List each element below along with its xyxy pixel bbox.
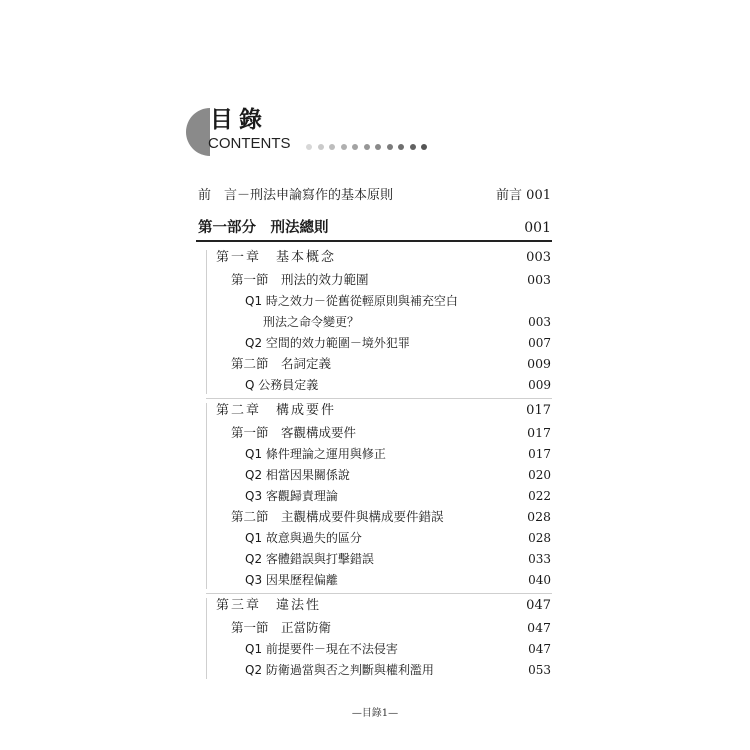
decoration-dot — [410, 144, 416, 150]
toc-question-row-page: 003 — [528, 315, 551, 329]
decoration-dot — [341, 144, 347, 150]
toc-question-row-page: 022 — [528, 489, 551, 503]
toc-chapter-row-page: 017 — [526, 403, 551, 418]
toc-question-row[interactable] — [0, 444, 750, 464]
toc-section-row[interactable] — [0, 618, 750, 638]
toc-question-row-label: Q 公務員定義 — [245, 378, 319, 392]
toc-section-row-label: 第一節 刑法的效力範圍 — [231, 272, 369, 287]
toc-question-row[interactable] — [0, 465, 750, 485]
toc-question-row-label: Q3 客觀歸責理論 — [245, 489, 338, 503]
toc-section-row-page: 047 — [527, 620, 551, 635]
toc-question-row-label: 刑法之命令變更？ — [263, 315, 360, 329]
decoration-dot — [364, 144, 370, 150]
toc-question-row-page: 047 — [528, 642, 551, 656]
decoration-dot — [318, 144, 324, 150]
toc-question-row-page: 028 — [528, 531, 551, 545]
toc-header — [186, 108, 486, 168]
page-title: 目錄 — [210, 107, 268, 133]
toc-section-row-label: 第一節 正當防衛 — [231, 620, 332, 635]
toc-chapter-row[interactable] — [0, 401, 750, 421]
toc-section-row-label: 第一節 客觀構成要件 — [231, 425, 357, 440]
toc-question-row-page: 040 — [528, 573, 551, 587]
part-underline — [196, 240, 552, 242]
header-arc-decoration — [186, 108, 210, 156]
toc-question-row-label: Q1 前提要件－現在不法侵害 — [245, 642, 398, 656]
toc-section-row-page: 009 — [527, 356, 551, 371]
toc-section-row-page: 028 — [527, 509, 551, 524]
toc-section-row-page: 017 — [527, 425, 551, 440]
toc-question-row[interactable] — [0, 333, 750, 353]
toc-chapter-row[interactable] — [0, 596, 750, 616]
decoration-dot — [352, 144, 358, 150]
chapter-separator — [206, 593, 552, 594]
toc-question-row-page: 053 — [528, 663, 551, 677]
toc-question-row[interactable] — [0, 312, 750, 332]
decoration-dot — [306, 144, 312, 150]
page-footer: —目錄1— — [351, 708, 399, 719]
toc-question-row-label: Q2 防衛過當與否之判斷與權利濫用 — [245, 663, 434, 677]
toc-chapter-row-page: 003 — [526, 250, 551, 265]
chapter-separator — [206, 398, 552, 399]
toc-question-row[interactable] — [0, 660, 750, 680]
toc-section-row[interactable] — [0, 354, 750, 374]
toc-part-row[interactable] — [0, 218, 750, 238]
toc-section-row-label: 第二節 主觀構成要件與構成要件錯誤 — [231, 509, 444, 524]
decoration-dot — [421, 144, 427, 150]
toc-question-row-page: 017 — [528, 447, 551, 461]
chapter-guide-line — [206, 598, 207, 679]
page-title-english: CONTENTS — [208, 135, 291, 152]
toc-question-row-label: Q1 時之效力－從舊從輕原則與補充空白 — [245, 294, 458, 308]
toc-question-row[interactable] — [0, 549, 750, 569]
toc-question-row[interactable] — [0, 570, 750, 590]
toc-question-row-page: 007 — [528, 336, 551, 350]
decoration-dot — [375, 144, 381, 150]
toc-question-row[interactable] — [0, 486, 750, 506]
toc-chapter-row[interactable] — [0, 248, 750, 268]
toc-question-row-label: Q2 空間的效力範圍－境外犯罪 — [245, 336, 410, 350]
toc-question-row-page: 020 — [528, 468, 551, 482]
toc-question-row[interactable] — [0, 375, 750, 395]
decoration-dot — [387, 144, 393, 150]
toc-preface-row[interactable] — [0, 186, 750, 206]
toc-section-row-label: 第二節 名詞定義 — [231, 356, 332, 371]
toc-question-row[interactable] — [0, 528, 750, 548]
decoration-dot — [329, 144, 335, 150]
toc-question-row-label: Q2 相當因果關係說 — [245, 468, 350, 482]
toc-question-row-label: Q2 客體錯誤與打擊錯誤 — [245, 552, 374, 566]
decoration-dot — [398, 144, 404, 150]
toc-question-row[interactable] — [0, 639, 750, 659]
toc-question-row-page: 009 — [528, 378, 551, 392]
toc-question-row[interactable] — [0, 291, 750, 311]
toc-question-row-page: 033 — [528, 552, 551, 566]
toc-section-row[interactable] — [0, 507, 750, 527]
toc-question-row-label: Q1 條件理論之運用與修正 — [245, 447, 386, 461]
toc-question-row-label: Q1 故意與過失的區分 — [245, 531, 362, 545]
toc-preface-label: 前 言－刑法申論寫作的基本原則 — [198, 188, 394, 203]
toc-section-row-page: 003 — [527, 272, 551, 287]
chapter-guide-line — [206, 403, 207, 589]
toc-chapter-row-page: 047 — [526, 598, 551, 613]
chapter-guide-line — [206, 250, 207, 394]
toc-part-page: 001 — [524, 220, 551, 236]
toc-chapter-row-label: 第一章 基本概念 — [216, 250, 337, 265]
toc-preface-page: 前言 001 — [496, 188, 551, 203]
toc-chapter-row-label: 第二章 構成要件 — [216, 403, 337, 418]
toc-section-row[interactable] — [0, 270, 750, 290]
toc-part-label: 第一部分 刑法總則 — [198, 220, 329, 236]
toc-section-row[interactable] — [0, 423, 750, 443]
toc-chapter-row-label: 第三章 違法性 — [216, 598, 322, 613]
toc-question-row-label: Q3 因果歷程偏離 — [245, 573, 338, 587]
